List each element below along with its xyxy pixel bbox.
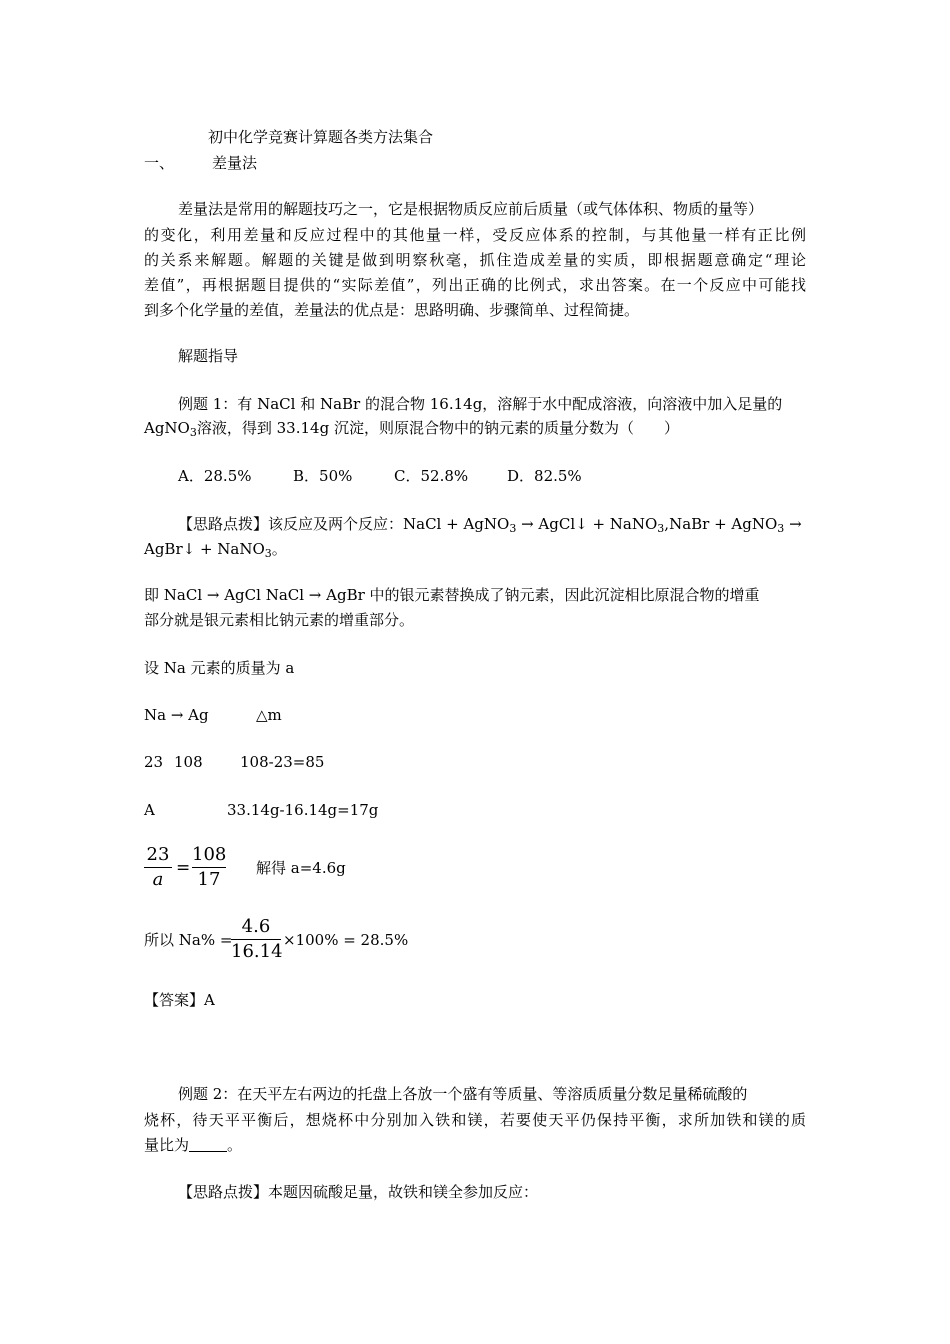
option-d: D．82.5%: [507, 467, 582, 485]
explain-line-1: 即 NaCl → AgCl NaCl → AgBr 中的银元素替换成了钠元素，因此沉淀相比原混合物的增重: [144, 586, 760, 604]
guide-heading: 解题指导: [178, 347, 239, 365]
fraction-4.6-over-16.14: [231, 915, 281, 964]
section-heading: 差量法: [212, 154, 258, 172]
intro-line-1: 差量法是常用的解题技巧之一，它是根据物质反应前后质量（或气体体积、物质的量等）: [178, 200, 764, 218]
fraction-denominator: 17: [197, 869, 221, 890]
example-2-line-1: 例题 2：在天平左右两边的托盘上各放一个盛有等质量、等溶质质量分数足量稀硫酸的: [178, 1085, 748, 1103]
hint-line-2: AgBr↓ + NaNO$_3$。: [144, 540, 287, 560]
example-2-hint: 【思路点拨】本题因硫酸足量，故铁和镁全参加反应：: [178, 1183, 539, 1201]
equals-sign: =: [176, 858, 191, 878]
explain-line-2: 部分就是银元素相比钠元素的增重部分。: [144, 611, 415, 629]
relation-row-2-b: 108: [174, 753, 203, 771]
example-1-line-1: 例题 1：有 NaCl 和 NaBr 的混合物 16.14g，溶解于水中配成溶液，向溶液中加入足量的: [178, 395, 783, 413]
relation-row-1-b: △m: [256, 706, 282, 724]
example-1-line-2: AgNO$_3$溶液，得到 33.14g 沉淀，则原混合物中的钠元素的质量分数为（ ）: [144, 419, 679, 439]
example-2-line-3: 量比为 。: [144, 1136, 243, 1154]
fraction-numerator: 108: [192, 844, 227, 865]
fraction-denominator: 16.14: [231, 941, 283, 962]
intro-line-3: 的关系来解题。解题的关键是做到明察秋毫，抓住造成差量的实质，即根据题意确定“理论: [144, 251, 806, 269]
relation-row-2-a: 23: [144, 753, 164, 771]
fraction-108-over-17: [192, 843, 226, 892]
solve-result: 解得 a=4.6g: [256, 859, 346, 877]
let-statement: 设 Na 元素的质量为 a: [144, 659, 295, 677]
answer-line: 【答案】A: [144, 991, 215, 1009]
section-number: 一、: [144, 154, 175, 172]
intro-line-4: 差值”，再根据题目提供的“实际差值”，列出正确的比例式，求出答案。在一个反应中可能找: [144, 276, 806, 294]
example-2-line-2: 烧杯，待天平平衡后，想烧杯中分别加入铁和镁，若要使天平仍保持平衡，求所加铁和镁的质: [144, 1111, 806, 1129]
relation-row-1-a: Na → Ag: [144, 706, 209, 724]
option-b: B．50%: [293, 467, 353, 485]
fraction-numerator: 23: [146, 844, 170, 865]
percentage-suffix: ×100% = 28.5%: [283, 931, 409, 949]
intro-line-2: 的变化，利用差量和反应过程中的其他量一样，受反应体系的控制，与其他量一样有正比例: [144, 226, 806, 244]
relation-row-3-b: 33.14g-16.14g=17g: [227, 801, 379, 819]
intro-line-5: 到多个化学量的差值，差量法的优点是：思路明确、步骤简单、过程简捷。: [144, 301, 640, 319]
fraction-23-over-a: [144, 843, 172, 892]
option-a: A．28.5%: [178, 467, 252, 485]
option-c: C．52.8%: [394, 467, 469, 485]
fraction-denominator: a: [152, 869, 164, 890]
relation-row-2-c: 108-23=85: [240, 753, 325, 771]
percentage-prefix: 所以 Na% =: [144, 931, 233, 949]
relation-row-3-a: A: [144, 801, 155, 819]
answer-blank: [189, 1137, 227, 1152]
fraction-numerator: 4.6: [241, 916, 271, 937]
hint-line-1: 【思路点拨】该反应及两个反应：NaCl + AgNO$_3$ → AgCl↓ + NaNO$_3$,NaBr + AgNO$_3$ →: [178, 515, 802, 535]
document-title: 初中化学竞赛计算题各类方法集合: [208, 128, 434, 146]
